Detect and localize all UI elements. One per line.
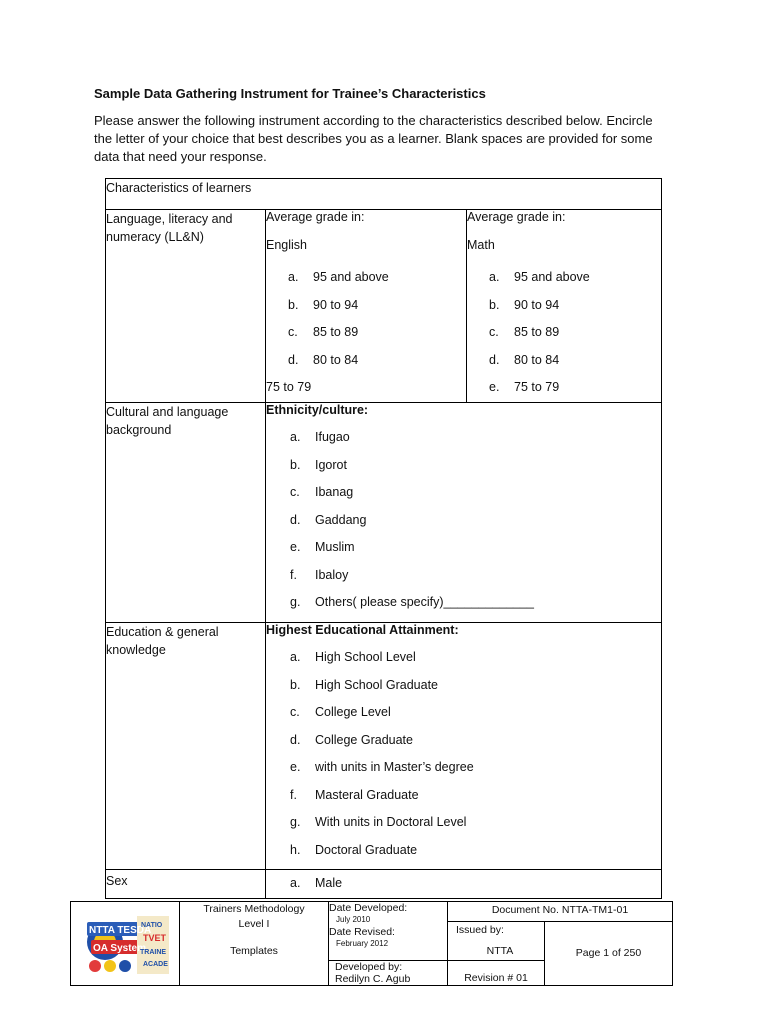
english-subject: English [266,238,307,252]
lln-label: Language, literacy and numeracy (LL&N) [106,210,266,403]
cultural-label: Cultural and language background [106,403,266,623]
list-item[interactable]: b. Igorot [290,457,347,472]
list-item[interactable]: a. 95 and above [288,270,389,284]
sex-label: Sex [106,870,266,899]
english-grade-cell [266,210,467,403]
math-grade-cell [467,210,662,403]
list-item[interactable]: a. High School Level [290,650,416,664]
course-line-2: Level I [238,918,270,930]
logo-line-1: NTTA TESDA [89,925,152,936]
list-item[interactable]: f. Masteral Graduate [290,787,419,802]
list-item[interactable]: c. College Level [290,705,391,719]
list-item[interactable]: d. 80 to 84 [288,352,359,367]
developer-cell [329,961,448,986]
list-item[interactable]: g. With units in Doctoral Level [290,815,467,829]
list-item[interactable]: e. 75 to 79 [489,380,560,394]
list-item[interactable]: a. Ifugao [290,430,350,444]
date-developed-label: Date Developed: [329,902,408,914]
developed-by-value: Redilyn C. Agub [335,973,411,985]
date-revised-value: February 2012 [336,939,389,948]
dates-cell [329,902,448,961]
svg-text:ACADE: ACADE [143,961,168,968]
list-item[interactable]: b. 90 to 94 [288,297,359,312]
ntta-tesda-logo-icon [85,914,171,976]
document-title: Sample Data Gathering Instrument for Trainee’s Characteristics [94,86,486,101]
course-cell [180,902,329,986]
education-heading: Highest Educational Attainment: [266,623,459,637]
list-item[interactable]: f. Ibaloy [290,567,349,582]
logo-cell [71,902,180,986]
education-cell [266,623,662,870]
logo-line-2: OA System [93,943,146,954]
svg-text:TVET: TVET [143,933,167,943]
list-item[interactable]: h. Doctoral Graduate [290,842,418,857]
sex-cell [266,870,662,899]
list-item[interactable]: e. with units in Master’s degree [290,760,474,774]
list-item[interactable]: c. 85 to 89 [489,325,560,339]
document-footer [70,901,673,986]
characteristics-table [105,178,662,899]
svg-text:NATIO: NATIO [141,922,163,929]
ethnicity-heading: Ethnicity/culture: [266,403,369,417]
math-subject: Math [467,238,495,252]
issued-by-value: NTTA [486,945,514,957]
table-header: Characteristics of learners [106,179,662,210]
date-revised-label: Date Revised: [329,926,395,938]
education-label: Education & general knowledge [106,623,266,870]
list-item[interactable]: c. 85 to 89 [288,325,359,339]
list-item[interactable]: d. College Graduate [290,732,413,747]
list-item[interactable]: a. 95 and above [489,270,590,284]
issued-by-label: Issued by: [456,924,504,936]
list-item[interactable]: a. Male [290,876,343,890]
date-developed-value: July 2010 [336,915,371,924]
ethnicity-cell [266,403,662,623]
document-number: Document No. NTTA-TM1-01 [448,902,673,922]
list-item[interactable]: c. Ibanag [290,485,354,499]
revision-number: Revision # 01 [448,961,545,986]
list-item[interactable]: e. Muslim [290,540,355,554]
others-specify-item[interactable]: g. Others( please specify)_____________ [290,595,534,609]
english-extra-option[interactable]: 75 to 79 [266,380,312,394]
list-item[interactable]: b. High School Graduate [290,677,438,692]
svg-text:TRAINE: TRAINE [140,949,167,956]
course-line-3: Templates [230,945,278,957]
issued-by-cell [448,922,545,961]
math-heading: Average grade in: [467,210,566,224]
english-heading: Average grade in: [266,210,365,224]
developed-by-label: Developed by: [335,961,403,973]
list-item[interactable]: d. 80 to 84 [489,352,560,367]
list-item[interactable]: b. 90 to 94 [489,297,560,312]
instructions-paragraph: Please answer the following instrument according to the characteristics described below. Encircle the letter of your choice that best describes you as a learner. Blank spaces are provided for some data that need your response. [94,113,653,164]
page-number: Page 1 of 250 [545,922,673,986]
course-line-1: Trainers Methodology [203,903,305,915]
list-item[interactable]: d. Gaddang [290,512,367,527]
